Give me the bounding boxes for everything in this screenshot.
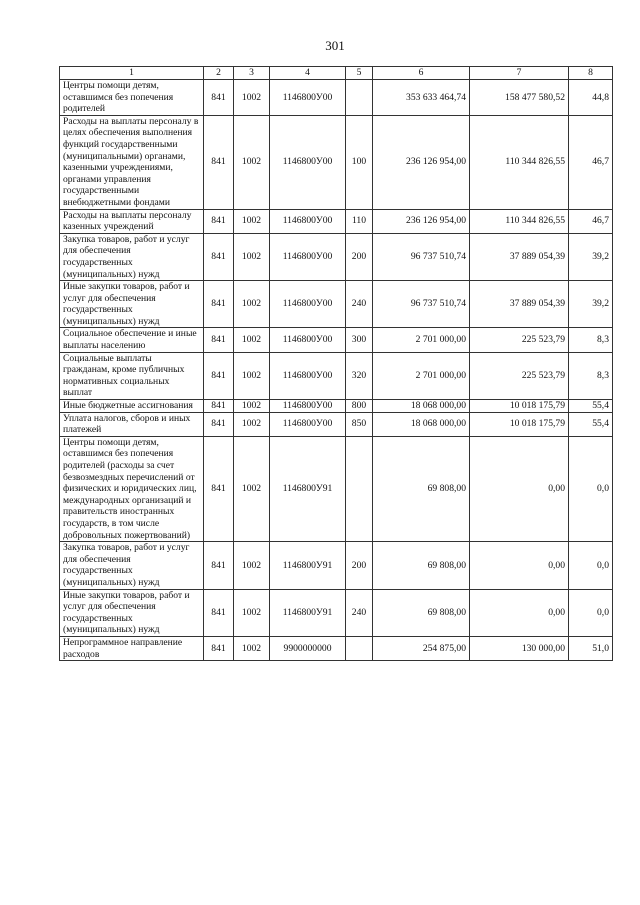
row-code-expense: 800 <box>346 400 373 413</box>
table-header-row <box>60 67 613 80</box>
row-code-section: 1002 <box>234 400 270 413</box>
row-name: Центры помощи детям, оставшимся без попечения родителей <box>60 80 204 116</box>
row-name: Иные закупки товаров, работ и услуг для обеспечения государственных (муниципальных) нужд <box>60 589 204 636</box>
table-row <box>60 80 613 116</box>
row-code-admin: 841 <box>204 233 234 280</box>
row-code-expense: 100 <box>346 115 373 209</box>
row-code-expense <box>346 80 373 116</box>
row-code-target: 1146800У00 <box>270 328 346 352</box>
row-code-admin: 841 <box>204 328 234 352</box>
row-code-admin: 841 <box>204 80 234 116</box>
row-code-section: 1002 <box>234 281 270 328</box>
row-code-admin: 841 <box>204 209 234 233</box>
column-header: 6 <box>373 67 470 80</box>
row-name: Иные бюджетные ассигнования <box>60 400 204 413</box>
table-row <box>60 352 613 399</box>
column-header: 7 <box>470 67 569 80</box>
row-code-section: 1002 <box>234 589 270 636</box>
table-row <box>60 233 613 280</box>
column-header: 5 <box>346 67 373 80</box>
row-plan: 2 701 000,00 <box>373 328 470 352</box>
row-actual: 130 000,00 <box>470 636 569 660</box>
row-plan: 353 633 464,74 <box>373 80 470 116</box>
row-plan: 69 808,00 <box>373 436 470 541</box>
column-header: 4 <box>270 67 346 80</box>
column-header: 2 <box>204 67 234 80</box>
row-code-section: 1002 <box>234 209 270 233</box>
row-actual: 37 889 054,39 <box>470 281 569 328</box>
table-row <box>60 400 613 413</box>
row-code-section: 1002 <box>234 115 270 209</box>
row-code-expense: 200 <box>346 233 373 280</box>
row-percent: 46,7 <box>569 209 613 233</box>
row-code-target: 1146800У00 <box>270 352 346 399</box>
row-code-target: 1146800У91 <box>270 589 346 636</box>
table-row <box>60 436 613 541</box>
row-name: Социальное обеспечение и иные выплаты населению <box>60 328 204 352</box>
row-percent: 8,3 <box>569 352 613 399</box>
table-row <box>60 209 613 233</box>
row-code-admin: 841 <box>204 400 234 413</box>
row-plan: 2 701 000,00 <box>373 352 470 399</box>
row-code-target: 1146800У00 <box>270 115 346 209</box>
row-actual: 158 477 580,52 <box>470 80 569 116</box>
column-header: 8 <box>569 67 613 80</box>
row-plan: 236 126 954,00 <box>373 209 470 233</box>
row-percent: 39,2 <box>569 233 613 280</box>
row-code-target: 1146800У00 <box>270 400 346 413</box>
row-code-section: 1002 <box>234 328 270 352</box>
row-code-admin: 841 <box>204 281 234 328</box>
row-code-admin: 841 <box>204 352 234 399</box>
row-code-admin: 841 <box>204 636 234 660</box>
row-code-target: 1146800У00 <box>270 233 346 280</box>
row-percent: 55,4 <box>569 400 613 413</box>
row-code-target: 9900000000 <box>270 636 346 660</box>
row-name: Расходы на выплаты персоналу в целях обеспечения выполнения функций государственными (муниципальными) органами, казенными учреждениями, органами управления государственными внебюджетными фондами <box>60 115 204 209</box>
table-row <box>60 636 613 660</box>
row-actual: 0,00 <box>470 589 569 636</box>
row-percent: 0,0 <box>569 589 613 636</box>
row-plan: 96 737 510,74 <box>373 281 470 328</box>
row-code-admin: 841 <box>204 412 234 436</box>
row-actual: 10 018 175,79 <box>470 412 569 436</box>
row-name: Уплата налогов, сборов и иных платежей <box>60 412 204 436</box>
row-code-section: 1002 <box>234 352 270 399</box>
row-code-target: 1146800У00 <box>270 412 346 436</box>
row-actual: 0,00 <box>470 542 569 589</box>
row-name: Расходы на выплаты персоналу казенных учреждений <box>60 209 204 233</box>
row-percent: 44,8 <box>569 80 613 116</box>
row-percent: 8,3 <box>569 328 613 352</box>
row-actual: 110 344 826,55 <box>470 115 569 209</box>
row-code-section: 1002 <box>234 80 270 116</box>
row-plan: 18 068 000,00 <box>373 412 470 436</box>
budget-table <box>59 66 613 661</box>
row-code-expense <box>346 636 373 660</box>
row-percent: 39,2 <box>569 281 613 328</box>
row-code-section: 1002 <box>234 436 270 541</box>
row-code-section: 1002 <box>234 542 270 589</box>
row-percent: 51,0 <box>569 636 613 660</box>
row-percent: 46,7 <box>569 115 613 209</box>
row-plan: 69 808,00 <box>373 542 470 589</box>
row-code-expense: 320 <box>346 352 373 399</box>
row-code-admin: 841 <box>204 115 234 209</box>
row-code-expense: 240 <box>346 589 373 636</box>
row-code-admin: 841 <box>204 542 234 589</box>
table-row <box>60 412 613 436</box>
table-row <box>60 542 613 589</box>
table-row <box>60 115 613 209</box>
row-plan: 96 737 510,74 <box>373 233 470 280</box>
row-code-expense: 240 <box>346 281 373 328</box>
row-code-target: 1146800У00 <box>270 281 346 328</box>
row-actual: 37 889 054,39 <box>470 233 569 280</box>
row-name: Закупка товаров, работ и услуг для обеспечения государственных (муниципальных) нужд <box>60 233 204 280</box>
column-header: 3 <box>234 67 270 80</box>
row-name: Социальные выплаты гражданам, кроме публичных нормативных социальных выплат <box>60 352 204 399</box>
row-plan: 236 126 954,00 <box>373 115 470 209</box>
row-code-admin: 841 <box>204 436 234 541</box>
row-code-admin: 841 <box>204 589 234 636</box>
row-actual: 0,00 <box>470 436 569 541</box>
row-actual: 10 018 175,79 <box>470 400 569 413</box>
row-percent: 0,0 <box>569 436 613 541</box>
row-percent: 55,4 <box>569 412 613 436</box>
row-code-target: 1146800У00 <box>270 209 346 233</box>
row-name: Непрограммное направление расходов <box>60 636 204 660</box>
row-code-expense: 110 <box>346 209 373 233</box>
row-percent: 0,0 <box>569 542 613 589</box>
column-header: 1 <box>60 67 204 80</box>
row-code-expense <box>346 436 373 541</box>
table-row <box>60 328 613 352</box>
row-actual: 225 523,79 <box>470 352 569 399</box>
row-name: Иные закупки товаров, работ и услуг для обеспечения государственных (муниципальных) нужд <box>60 281 204 328</box>
table-row <box>60 281 613 328</box>
row-plan: 18 068 000,00 <box>373 400 470 413</box>
row-code-section: 1002 <box>234 412 270 436</box>
row-plan: 254 875,00 <box>373 636 470 660</box>
row-code-expense: 200 <box>346 542 373 589</box>
row-code-expense: 850 <box>346 412 373 436</box>
row-name: Закупка товаров, работ и услуг для обеспечения государственных (муниципальных) нужд <box>60 542 204 589</box>
row-plan: 69 808,00 <box>373 589 470 636</box>
row-code-target: 1146800У91 <box>270 436 346 541</box>
page-number: 301 <box>325 38 345 53</box>
row-code-section: 1002 <box>234 636 270 660</box>
row-code-target: 1146800У91 <box>270 542 346 589</box>
row-code-expense: 300 <box>346 328 373 352</box>
row-actual: 225 523,79 <box>470 328 569 352</box>
row-actual: 110 344 826,55 <box>470 209 569 233</box>
row-code-section: 1002 <box>234 233 270 280</box>
row-name: Центры помощи детям, оставшимся без попечения родителей (расходы за счет безвозмездных перечислений от физических и юридических лиц, международных организаций и правительств иностранных государств, в том числе добровольных пожертвований) <box>60 436 204 541</box>
table-row <box>60 589 613 636</box>
row-code-target: 1146800У00 <box>270 80 346 116</box>
